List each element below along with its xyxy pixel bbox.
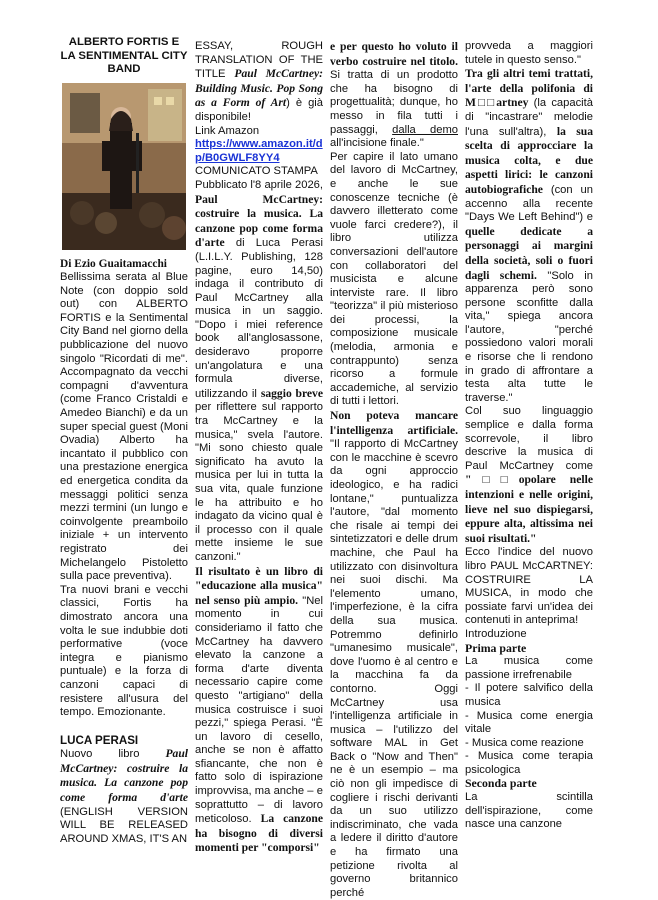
col4-para-2g: "Solo in apparenza però sono persone sconfitte dalla vita," spiega ancora l'autore, "perché possiedono valori morali e risorse che li rendono in grado di affrontare a testa alta tutte le traverse."	[465, 269, 593, 404]
press-release-label: COMUNICATO STAMPA	[195, 165, 318, 178]
toc-item-1: La musica come passione irrefrenabile	[465, 655, 593, 681]
col4-para-3	[465, 405, 593, 546]
toc-item-5: - Musica come terapia psicologica	[465, 750, 593, 776]
fortis-paragraph-1: Bellissima serata al Blue Note (con doppio sold out) con ALBERTO FORTIS e la Sentimental City Band nel giorno della pubblicazione del nuovo singolo "Ricordati di me". Accompagnato da vecchi compagni d'avventura (come Franco Cristaldi e Amedeo Bianchi) e da un super special guest (Moni Ovadia) Alberto ha incantato il pubblico con una prestazione energica ed energetica condita da messaggi politici senza mezzi termini (un lungo e coinvolgente preamboilo iniziale + un intervento registrato dei Michelangelo Pistoletto sulla pace preventiva).	[60, 271, 188, 583]
col3-para-1b: Si tratta di un prodotto che ha bisogno di progettualità; dunque, ho messo in fila tutti i passaggi,	[330, 69, 458, 136]
col2-para-3c: La canzone ha bisogno di diversi momenti per "comporsi"	[195, 812, 323, 855]
book-title-it: Paul McCartney: costruire la musica. La canzone pop come forma d'arte	[60, 747, 189, 805]
col2-para-1	[195, 40, 323, 125]
article-title-fortis: ALBERTO FORTIS E LA SENTIMENTAL CITY BAND	[60, 36, 188, 75]
col4-para-2d: le canzoni autobiografiche	[465, 168, 593, 196]
perasi-intro-text: Nuovo libro	[60, 748, 140, 761]
col2-para-2b: di Luca Perasi (L.I.L.Y. Publishing, 128 pagine, euro 14,50) indaga il contributo di Paul McCartney alla musica in un saggio. "Dopo i miei reference book all'anglosassone, desideravo proporre un'angolatura e una formula diverse, utilizzando il	[195, 237, 323, 400]
col3-underlined: dalla demo	[392, 123, 458, 136]
article-title-perasi: LUCA PERASI	[60, 733, 139, 747]
col4-para-2a: Tra gli altri temi trattati, l'arte della polifonia di M□□artney	[465, 67, 593, 110]
col2-book-title: Paul McCartney: costruire la musica. La canzone pop come forma d'arte	[195, 192, 323, 250]
toc-part-1: Prima parte	[465, 640, 527, 655]
col4-para-2	[465, 67, 593, 405]
column-3	[330, 40, 458, 899]
col3-para-3b: "Il rapporto di McCartney con le macchine è scevro da ogni approccio ideologico, e ha radici lontane," puntualizza l'autore, "dal momento che risale ai tempi dei sintetizzatori e delle drum machine, che Paul ha utilizzato con disinvoltura nei suoi dischi. Ma l'elemento umano, l'imperfezione, è la cifra della sua musica. Potremmo definirlo "umanesimo musicale", dove l'uomo è al centro e la macchina fa da contorno. Oggi McCartney usa l'intelligenza artificiale in musica – l'utilizzo del software MAL in Get Back o "Now and Then" ne è un esempio – ma ciò non gli impedisce di cogliere i rischi derivanti da un suo utilizzo indiscriminato, che vada a ledere il diritto d'autore e ha firmato una petizione rivolta al governo britannico perché	[330, 438, 458, 899]
col2-para-3b: "Nel momento in cui consideriamo il fatto che McCartney ha davvero elevato la canzone a forma d'arte diventa necessario capire come questo "artigiano" della musica costruisce i suoi pezzi," spiega Perasi. "È un lavoro di cesello, anche se non è affatto sfiancante, che non è fatto solo di ispirazione improvvisa, ma anche – e soprattutto – di lavoro meticoloso.	[195, 594, 323, 826]
column-2	[195, 40, 324, 855]
perasi-intro-tail: (ENGLISH VERSION WILL BE RELEASED AROUND XMAS, IT'S AN	[60, 805, 188, 845]
book-title-en: Paul McCartney: Building Music. Pop Song as a Form of Art	[195, 67, 323, 110]
col4-para-2f: quelle dedicate a personaggi ai margini della società, soli o fuori dagli schemi.	[465, 224, 593, 282]
col4-para-3a: Col suo linguaggio semplice e dalla forma scorrevole, il libro descrive la musica di Paul McCartney come	[465, 405, 593, 472]
col2-para-1-text: ESSAY, ROUGH TRANSLATION OF THE TITLE	[195, 40, 323, 81]
byline: Di Ezio Guaitamacchi	[60, 257, 167, 270]
col2-para-2a: Pubblicato l'8 aprile 2026,	[195, 178, 323, 191]
toc-item-4: - Musica come reazione	[465, 736, 584, 749]
toc-part-2: Seconda parte	[465, 776, 537, 791]
col3-para-1a: e per questo ho voluto il verbo costruire nel titolo.	[330, 40, 458, 68]
column-1	[60, 36, 189, 845]
toc-intro: Introduzione	[465, 627, 527, 640]
concert-photo	[62, 83, 186, 250]
toc-item-6: La scintilla dell'ispirazione, come nasce una canzone	[465, 791, 593, 831]
col3-para-1	[330, 40, 458, 151]
column-4	[465, 40, 593, 840]
col4-para-4: Ecco l'indice del nuovo libro PAUL McCARTNEY: COSTRUIRE LA MUSICA, in modo che possiate farvi un'idea dei contenuti in anteprima!	[465, 546, 593, 627]
col3-para-3a: Non poteva mancare l'intelligenza artificiale.	[330, 409, 458, 437]
col4-para-3b: "□□opolare nelle intenzioni e nelle origini, lieve nel suo dispiegarsi, eppure alta, altissima nei suoi risultati."	[465, 473, 593, 545]
col2-para-3a: Il risultato è un libro di "educazione alla musica" nel senso più ampio.	[195, 564, 323, 607]
col2-saggio-breve: saggio breve	[260, 386, 323, 400]
col4-para-2b: (la capacità di "incastrare" melodie l'una sull'altra),	[465, 97, 593, 138]
col2-para-1-end: ) è già disponibile!	[195, 97, 324, 123]
toc-item-2: - Il potere salvifico della musica	[465, 682, 593, 708]
col3-para-2: Per capire il lato umano del lavoro di McCartney, e anche le sue conoscenze tecniche (è davvero illetterato come vuole farci credere?), il libro utilizza conversazioni dell'autore con collaboratori del musicista e alcune interviste rare. Il libro "teorizza" il più misterioso dei processi, la composizione musicale (melodia, armonia e contrappunto) senza ricorso a formule accademiche, al servizio di tutti i lettori.	[330, 150, 458, 408]
col3-para-3	[330, 409, 458, 900]
perasi-intro	[60, 747, 188, 846]
col2-para-2c: per riflettere sul rapporto tra McCartney e la musica," svela l'autore. "Mi sono chiesto quale significato ha avuto la musica per lui in tutta la sua vita, quale funzione le ha attribuito e ho indagato da vicino qual è il processo con il quale mette insieme le sue canzoni."	[195, 401, 323, 563]
fortis-paragraph-2: Tra nuovi brani e vecchi classici, Fortis ha dimostrato ancora una volta le sue indubbie doti performative (voce integra e pianismo puntuale) e la forza di canzoni capaci di resistere all'usura del tempo. Emozionante.	[60, 583, 188, 719]
col2-para-3	[195, 565, 323, 856]
col3-para-1c: all'incisione finale."	[330, 137, 424, 150]
col4-para-2e: (con un accenno alla recente "Days We Left Behind") e	[465, 183, 593, 224]
col4-para-1: provveda a maggiori tutele in questo senso."	[465, 40, 593, 66]
col4-para-2c: la sua scelta di approcciare la musica colta, e due aspetti lirici:	[465, 124, 593, 182]
link-label: Link Amazon	[195, 124, 260, 137]
col2-para-2	[195, 179, 323, 565]
toc-item-3: - Musica come energia vitale	[465, 709, 593, 736]
amazon-link[interactable]: https://www.amazon.it/dp/B0GWLF8YY4	[195, 138, 323, 164]
